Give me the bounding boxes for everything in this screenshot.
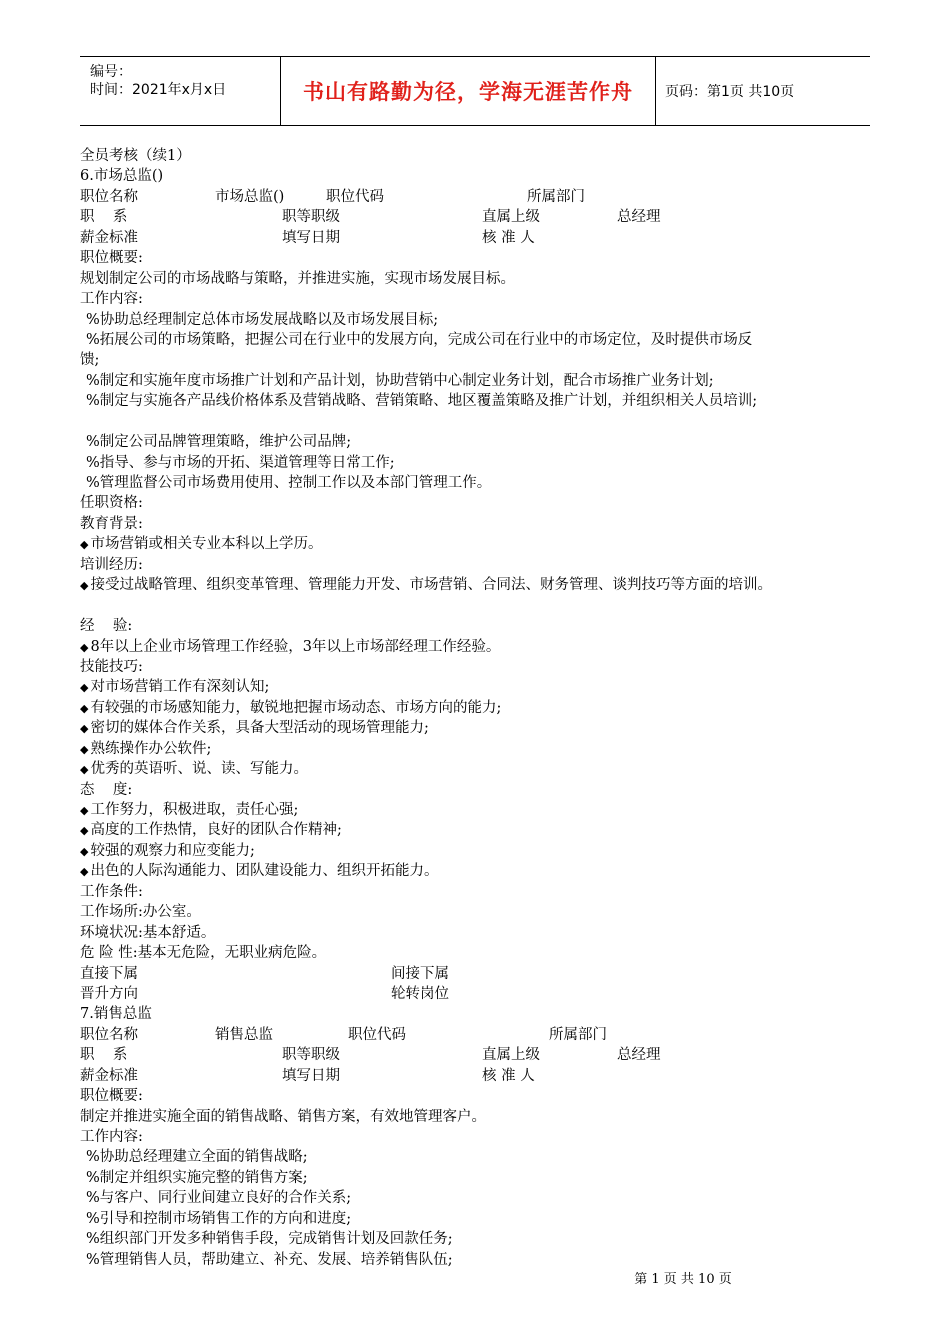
s6-duty: %制定公司品牌管理策略，维护公司品牌; <box>86 434 352 451</box>
s6-edu-label: 教育背景: <box>80 515 143 532</box>
label-promotion: 晋升方向 <box>80 985 138 1002</box>
label-direct-sub: 直接下属 <box>80 965 138 982</box>
s7-duty: %协助总经理建立全面的销售战略; <box>86 1149 308 1166</box>
label-fill-date: 填写日期 <box>282 1067 340 1084</box>
label-department: 所属部门 <box>527 188 585 205</box>
label-supervisor: 直属上级 <box>482 1047 540 1064</box>
label-supervisor: 直属上级 <box>482 209 540 226</box>
s6-cond-label: 工作条件: <box>80 883 143 900</box>
s7-summary: 制定并推进实施全面的销售战略、销售方案，有效地管理客户。 <box>80 1108 486 1125</box>
s7-duty: %制定并组织实施完整的销售方案; <box>86 1169 308 1186</box>
s6-duty: %管理监督公司市场费用使用、控制工作以及本部门管理工作。 <box>86 475 492 491</box>
s7-info-row3 <box>80 1066 900 1086</box>
s6-qual-label: 任职资格: <box>80 495 143 512</box>
s7-summary-label: 职位概要: <box>80 1088 143 1105</box>
s7-duty: %管理销售人员，帮助建立、补充、发展、培养销售队伍; <box>86 1251 453 1268</box>
document-body <box>80 146 900 1270</box>
s7-duty: %引导和控制市场销售工作的方向和进度; <box>86 1210 352 1227</box>
doc-time: 时间：2021年x月x日 <box>90 82 227 98</box>
s6-skill-label: 技能技巧: <box>80 658 143 675</box>
s6-info-row1 <box>80 187 900 207</box>
label-grade: 职等职级 <box>282 209 340 226</box>
s6-skill: ◆ 优秀的英语听、说、读、写能力。 <box>80 759 900 779</box>
s6-exp: ◆ 8年以上企业市场管理工作经验，3年以上市场部经理工作经验。 <box>80 637 900 657</box>
value-position-name: 销售总监 <box>215 1026 273 1043</box>
label-fill-date: 填写日期 <box>282 229 340 246</box>
label-job-series: 职 系 <box>80 209 128 226</box>
s6-duty: %制定和实施年度市场推广计划和产品计划，协助营销中心制定业务计划，配合市场推广业务计划; <box>86 372 714 389</box>
s6-info-row2 <box>80 207 900 227</box>
page-footer <box>0 1268 950 1287</box>
s6-info-row3 <box>80 228 900 248</box>
label-position-name: 职位名称 <box>80 188 138 205</box>
s7-info-row1 <box>80 1025 900 1045</box>
s6-attitude-label: 态 度: <box>80 781 133 798</box>
footer-page-number: 第 1 页 共 10 页 <box>634 1272 732 1287</box>
page-header <box>80 56 870 126</box>
s7-info-row2 <box>80 1045 900 1065</box>
label-salary: 薪金标准 <box>80 1067 138 1084</box>
value-position-name: 市场总监() <box>215 188 285 205</box>
s6-duty-wrap: 馈; <box>80 352 100 369</box>
label-position-code: 职位代码 <box>348 1026 406 1043</box>
label-position-name: 职位名称 <box>80 1026 138 1043</box>
s6-exp-label: 经 验: <box>80 618 133 635</box>
s6-edu: ◆ 市场营销或相关专业本科以上学历。 <box>80 534 900 554</box>
s6-skill: ◆ 密切的媒体合作关系，具备大型活动的现场管理能力; <box>80 718 900 738</box>
s6-duty: %制定与实施各产品线价格体系及营销战略、营销策略、地区覆盖策略及推广计划，并组织相关人员培训; <box>86 393 758 410</box>
s6-attitude: ◆ 工作努力，积极进取，责任心强; <box>80 800 900 820</box>
s6-subordinates-row <box>80 964 900 984</box>
value-supervisor: 总经理 <box>617 1047 661 1064</box>
label-department: 所属部门 <box>549 1026 607 1043</box>
s6-title: 6.市场总监() <box>80 168 164 185</box>
header-meta <box>80 57 280 125</box>
s6-danger: 危 险 性:基本无危险，无职业病危险。 <box>80 945 327 962</box>
section-continued: 全员考核（续1） <box>80 148 191 164</box>
blank-line <box>80 412 900 432</box>
label-job-series: 职 系 <box>80 1047 128 1064</box>
label-rotation: 轮转岗位 <box>391 985 449 1002</box>
doc-number: 编号： <box>90 64 132 80</box>
label-salary: 薪金标准 <box>80 229 138 246</box>
label-grade: 职等职级 <box>282 1047 340 1064</box>
s6-summary-label: 职位概要: <box>80 250 143 267</box>
blank-line <box>80 596 900 616</box>
label-indirect-sub: 间接下属 <box>391 965 449 982</box>
label-position-code: 职位代码 <box>326 188 384 205</box>
label-approver: 核 准 人 <box>482 1067 535 1084</box>
s6-attitude: ◆ 高度的工作热情，良好的团队合作精神; <box>80 820 900 840</box>
s6-skill: ◆ 熟练操作办公软件; <box>80 739 900 759</box>
header-motto: 书山有路勤为径，学海无涯苦作舟 <box>280 57 656 125</box>
s6-summary: 规划制定公司的市场战略与策略，并推进实施，实现市场发展目标。 <box>80 270 515 287</box>
s6-duty: %协助总经理制定总体市场发展战略以及市场发展目标; <box>86 311 439 328</box>
s6-train-label: 培训经历: <box>80 556 143 573</box>
value-supervisor: 总经理 <box>617 209 661 226</box>
s6-skill: ◆ 有较强的市场感知能力，敏锐地把握市场动态、市场方向的能力; <box>80 698 900 718</box>
label-approver: 核 准 人 <box>482 229 535 246</box>
s6-attitude: ◆ 较强的观察力和应变能力; <box>80 841 900 861</box>
s6-attitude: ◆ 出色的人际沟通能力、团队建设能力、组织开拓能力。 <box>80 861 900 881</box>
s6-career-row <box>80 984 900 1004</box>
s6-duty: %拓展公司的市场策略，把握公司在行业中的发展方向，完成公司在行业中的市场定位，及时提供市场反 <box>86 331 753 348</box>
s6-duty: %指导、参与市场的开拓、渠道管理等日常工作; <box>86 454 395 471</box>
s6-train: ◆ 接受过战略管理、组织变革管理、管理能力开发、市场营销、合同法、财务管理、谈判技巧等方面的培训。 <box>80 575 900 595</box>
header-page-number: 页码：第1页 共10页 <box>665 84 795 100</box>
s7-duty: %与客户、同行业间建立良好的合作关系; <box>86 1190 352 1207</box>
s6-place: 工作场所:办公室。 <box>80 904 201 921</box>
s6-env: 环境状况:基本舒适。 <box>80 924 216 941</box>
s7-duty: %组织部门开发多种销售手段，完成销售计划及回款任务; <box>86 1231 453 1248</box>
s7-title: 7.销售总监 <box>80 1006 152 1023</box>
s6-duties-label: 工作内容: <box>80 291 143 308</box>
s6-skill: ◆ 对市场营销工作有深刻认知; <box>80 677 900 697</box>
s7-duties-label: 工作内容: <box>80 1129 143 1145</box>
